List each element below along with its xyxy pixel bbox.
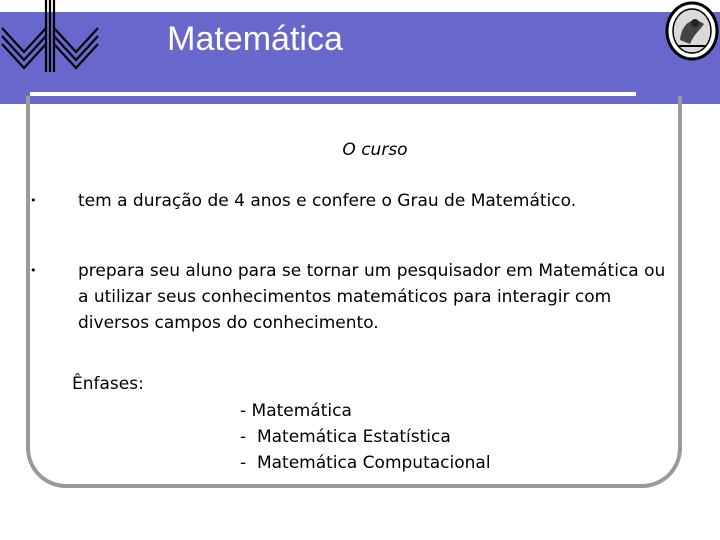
stylized-chevron-logo-icon [0,0,100,76]
enfase-item: - Matemática Computacional [240,453,491,473]
enfase-item: - Matemática [240,401,352,421]
bullet-dot: • [30,194,37,207]
enfases-label: Ênfases: [72,374,144,394]
bullet-text: prepara seu aluno para se tornar um pesquisador em Matemática ou a utilizar seus conhecimentos matemáticos para interagir com diversos campos do conhecimento. [78,261,666,333]
enfases-list [240,398,491,476]
enfase-item: - Matemática Estatística [240,427,451,447]
header-title: Matemática [167,20,343,58]
section-subtitle: O curso [342,140,408,160]
university-seal-icon [664,0,720,62]
bullet-dot: • [30,264,37,277]
bullet-text: tem a duração de 4 anos e confere o Grau de Matemático. [78,191,577,211]
